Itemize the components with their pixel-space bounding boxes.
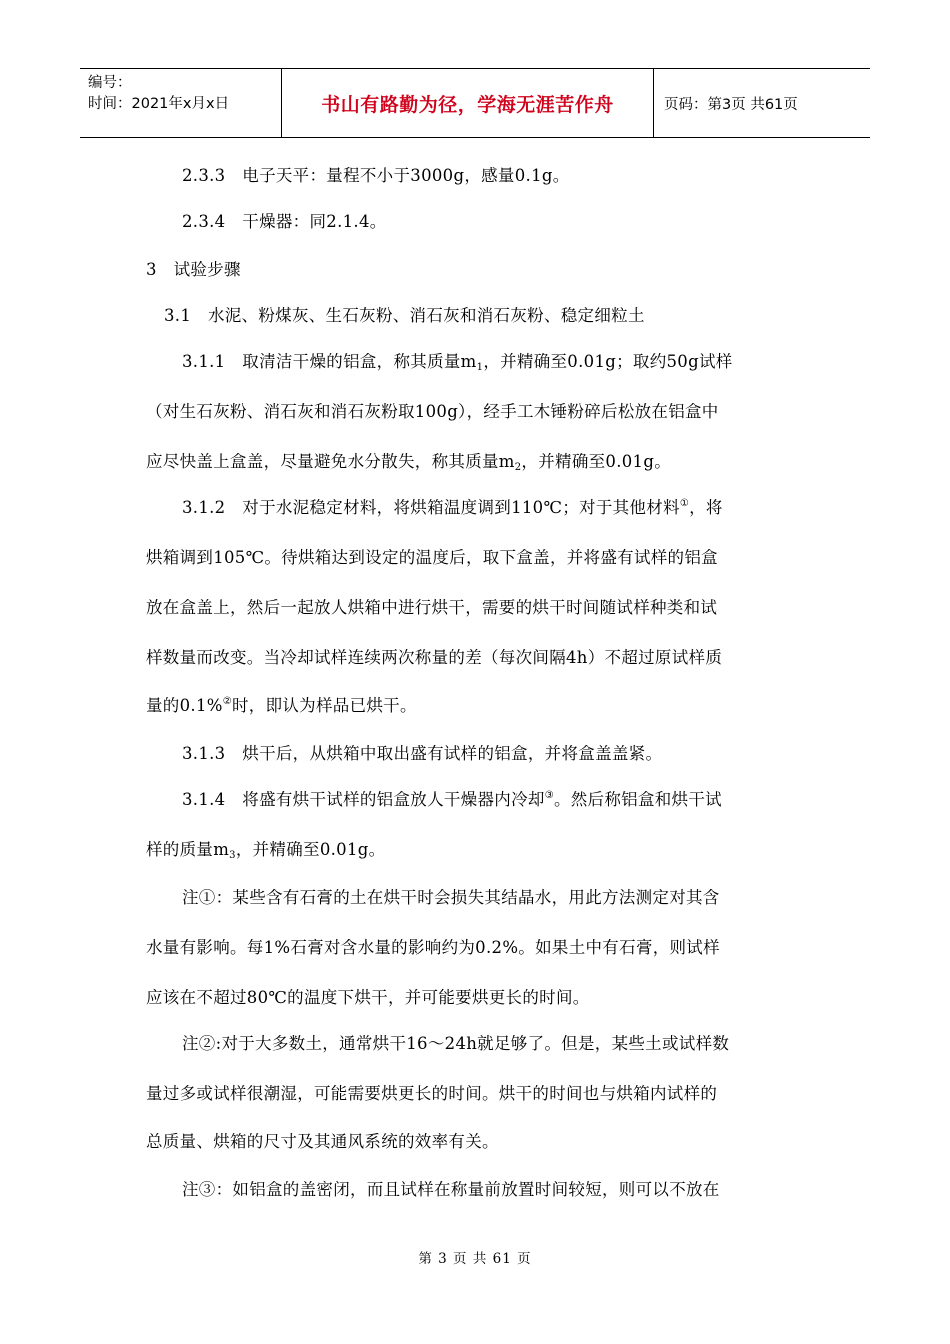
subscript: 2 (514, 462, 522, 473)
section-heading: 3 试验步骤 (146, 260, 241, 279)
subsection-heading: 3.1 水泥、粉煤灰、生石灰粉、消石灰和消石灰粉、稳定细粒土 (164, 306, 645, 325)
text-line: 2.3.4 干燥器：同2.1.4。 (182, 212, 387, 231)
note-line: 总质量、烘箱的尺寸及其通风系统的效率有关。 (146, 1132, 499, 1151)
text-line: 烘箱调到105℃。待烘箱达到设定的温度后，取下盒盖，并将盛有试样的铝盒 (146, 548, 718, 567)
text-segment: 量的0.1% (146, 696, 223, 715)
page-footer: 第 3 页 共 61 页 (418, 1251, 532, 1267)
text-segment: 样的质量m (146, 840, 230, 859)
footnote-marker: ① (679, 498, 690, 509)
note-line: 注③：如铝盒的盖密闭，而且试样在称量前放置时间较短，则可以不放在 (182, 1180, 720, 1199)
text-segment: 3.1.4 将盛有烘干试样的铝盒放人干燥器内冷却 (182, 790, 545, 809)
text-line: （对生石灰粉、消石灰和消石灰粉取100g），经手工木锤粉碎后松放在铝盒中 (146, 402, 719, 421)
note-line: 水量有影响。每1%石膏对含水量的影响约为0.2%。如果土中有石膏，则试样 (146, 938, 720, 957)
text-segment: ，并精确至0.01g。 (521, 452, 672, 471)
header-time-label: 时间：2021年x月x日 (88, 96, 230, 112)
text-line: 放在盒盖上，然后一起放人烘箱中进行烘干，需要的烘干时间随试样种类和试 (146, 598, 718, 617)
text-line (182, 786, 722, 810)
text-segment: ，并精确至0.01g；取约50g试样 (483, 352, 733, 371)
header-meta (80, 69, 282, 137)
text-segment: 3.1.1 取清洁干燥的铝盒，称其质量m (182, 352, 477, 371)
header-number-label: 编号： (88, 75, 132, 91)
subscript: 3 (229, 850, 236, 861)
header-page-info: 页码：第3页 共61页 (664, 96, 798, 113)
text-segment: ，将 (689, 498, 723, 517)
text-line (146, 692, 417, 716)
document-header (80, 68, 870, 138)
header-motto: 书山有路勤为径，学海无涯苦作舟 (282, 69, 654, 137)
note-line: 应该在不超过80℃的温度下烘干，并可能要烘更长的时间。 (146, 988, 590, 1007)
text-segment: 时，即认为样品已烘干。 (231, 696, 417, 715)
text-line: 2.3.3 电子天平：量程不小于3000g，感量0.1g。 (182, 166, 570, 185)
text-segment: 3.1.2 对于水泥稳定材料，将烘箱温度调到110℃；对于其他材料 (182, 498, 680, 517)
text-line (146, 836, 385, 861)
text-segment: 。然后称铝盒和烘干试 (553, 790, 722, 809)
text-line: 样数量而改变。当冷却试样连续两次称量的差（每次间隔4h）不超过原试样质 (146, 648, 723, 667)
text-line (146, 448, 671, 473)
note-line: 量过多或试样很潮湿，可能需要烘更长的时间。烘干的时间也与烘箱内试样的 (146, 1084, 718, 1103)
note-line: 注②:对于大多数土，通常烘干16～24h就足够了。但是，某些土或试样数 (182, 1034, 730, 1053)
footnote-marker: ③ (544, 790, 554, 801)
text-line (182, 348, 733, 373)
subscript: 1 (476, 362, 484, 373)
note-line: 注①：某些含有石膏的土在烘干时会损失其结晶水，用此方法测定对其含 (182, 888, 720, 907)
text-segment: ，并精确至0.01g。 (235, 840, 386, 859)
text-segment: 应尽快盖上盒盖，尽量避免水分散失，称其质量m (146, 452, 515, 471)
text-line: 3.1.3 烘干后，从烘箱中取出盛有试样的铝盒，并将盒盖盖紧。 (182, 744, 663, 763)
text-line (182, 494, 723, 518)
footnote-marker: ② (222, 696, 232, 707)
